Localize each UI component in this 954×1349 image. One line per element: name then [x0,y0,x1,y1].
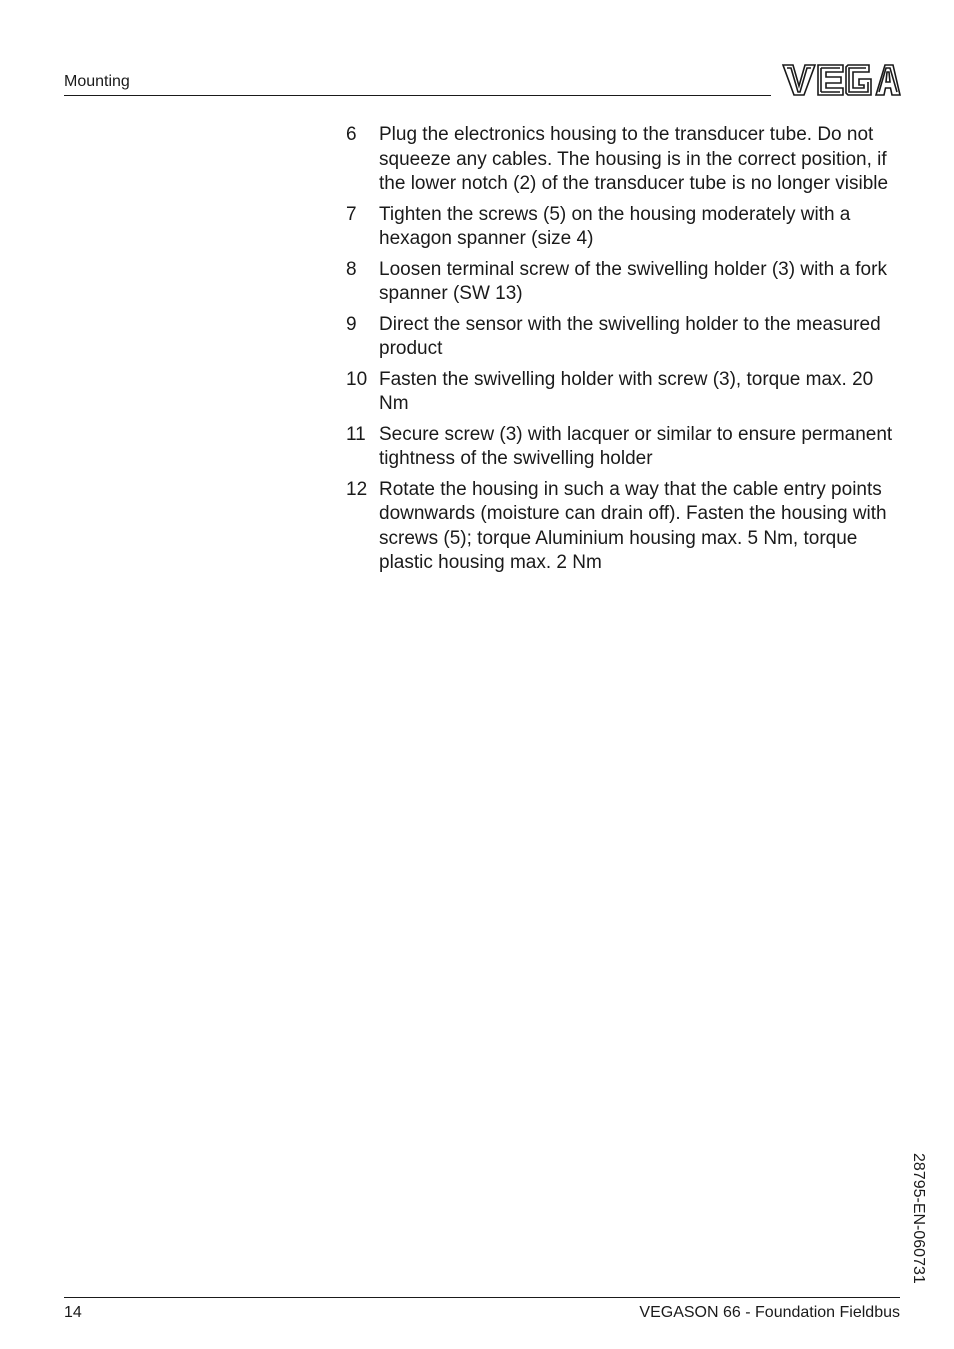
step-number: 9 [346,313,357,335]
step-number: 12 [346,478,368,500]
step-text: Plug the electronics housing to the transducer tube. Do not squeeze any cables. The housing is in the correct position, if the lower notch (2) of the transducer tube is no longer visible [379,124,889,194]
footer-divider [64,1297,900,1298]
list-item [346,423,906,472]
list-item [346,258,906,307]
step-text: Secure screw (3) with lacquer or similar to ensure permanent tightness of the swivelling holder [379,423,893,469]
step-text: Fasten the swivelling holder with screw (3), torque max. 20 Nm [379,368,874,414]
document-code: 28795-EN-060731 [910,1153,927,1284]
step-text: Tighten the screws (5) on the housing moderately with a hexagon spanner (size 4) [379,203,851,249]
step-number: 7 [346,203,357,225]
step-text: Loosen terminal screw of the swivelling holder (3) with a fork spanner (SW 13) [379,258,887,304]
page-number: 14 [64,1304,82,1321]
footer-title: VEGASON 66 - Foundation Fieldbus [639,1304,900,1321]
list-item [346,203,906,252]
step-text: Rotate the housing in such a way that the cable entry points downwards (moisture can drain off). Fasten the housing with screws (5); torque Aluminium housing max. 5 Nm, torque plastic housing max. 2 Nm [379,478,887,573]
section-title: Mounting [64,73,130,90]
header-divider [64,95,771,96]
step-number: 10 [346,368,368,390]
list-item [346,313,906,362]
list-item [346,368,906,417]
mounting-steps-list [346,123,906,582]
step-number: 11 [346,423,366,445]
vega-logo [781,62,901,98]
step-text: Direct the sensor with the swivelling holder to the measured product [379,313,881,359]
logo-letter-v [783,65,815,95]
list-item [346,123,906,197]
list-item [346,478,906,576]
step-number: 6 [346,124,357,145]
step-number: 8 [346,258,357,280]
